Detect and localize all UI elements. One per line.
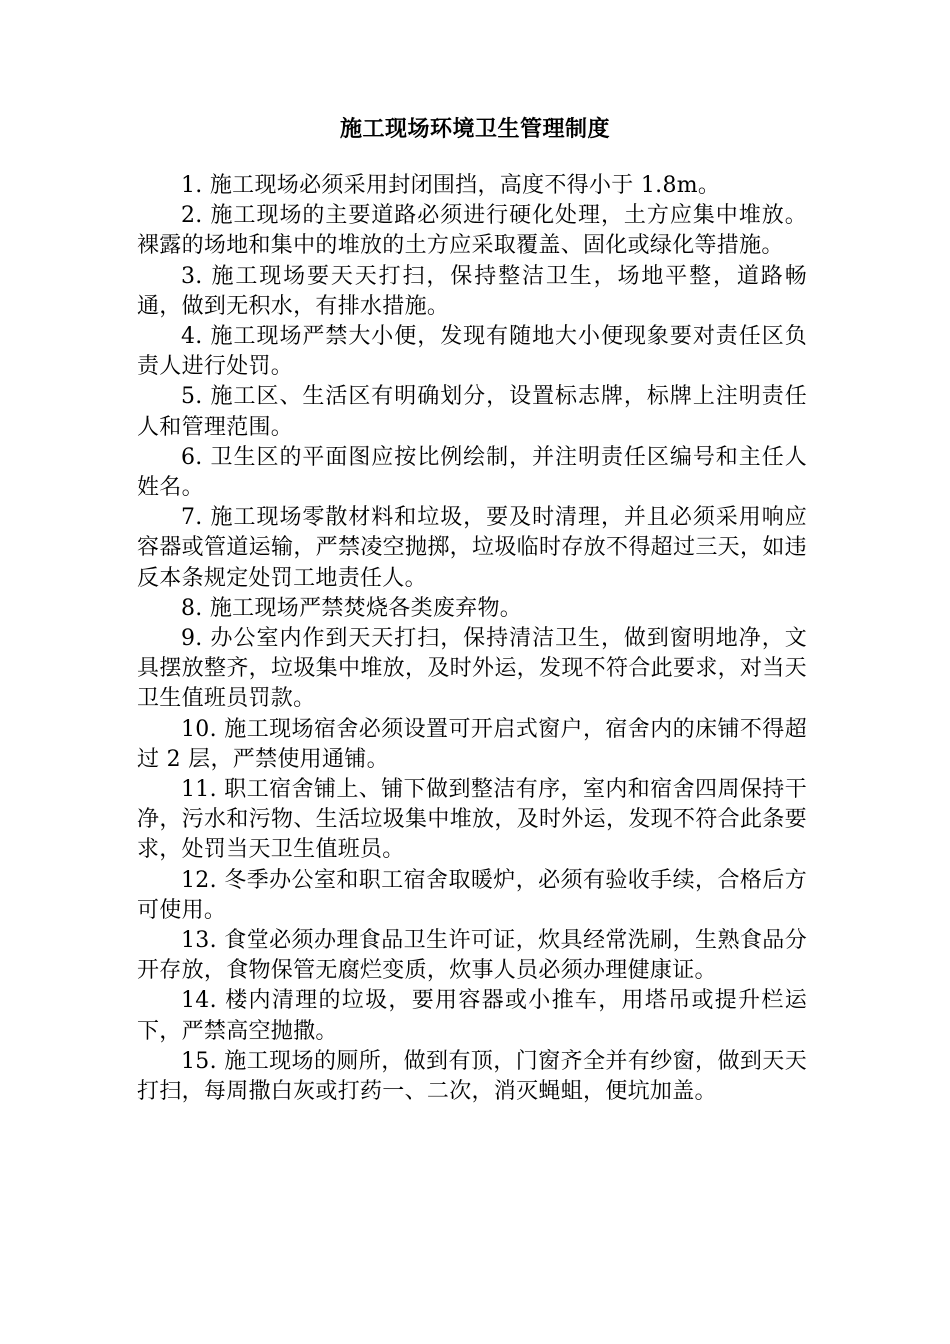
rule-paragraph-11: 11. 职工宿舍铺上、铺下做到整洁有序，室内和宿舍四周保持干净，污水和污物、生活垃圾集中堆放，及时外运，发现不符合此条要求，处罚当天卫生值班员。 [137, 777, 807, 863]
document-title: 施工现场环境卫生管理制度 [339, 116, 610, 142]
rule-paragraph-9: 9. 办公室内作到天天打扫，保持清洁卫生，做到窗明地净，文具摆放整齐，垃圾集中堆放，及时外运，发现不符合此要求，对当天卫生值班员罚款。 [137, 626, 807, 712]
rule-paragraph-6: 6. 卫生区的平面图应按比例绘制，并注明责任区编号和主任人姓名。 [137, 444, 807, 501]
rule-paragraph-4: 4. 施工现场严禁大小便，发现有随地大小便现象要对责任区负责人进行处罚。 [137, 324, 807, 380]
rule-paragraph-5: 5. 施工区、生活区有明确划分，设置标志牌，标牌上注明责任人和管理范围。 [137, 384, 807, 440]
rule-paragraph-13: 13. 食堂必须办理食品卫生许可证，炊具经常洗刷，生熟食品分开存放，食物保管无腐烂变质，炊事人员必须办理健康证。 [137, 928, 807, 984]
rule-paragraph-15: 15. 施工现场的厕所，做到有顶，门窗齐全并有纱窗，做到天天打扫，每周撒白灰或打药一、二次，消灭蝇蛆，便坑加盖。 [137, 1048, 807, 1105]
rule-paragraph-3: 3. 施工现场要天天打扫，保持整洁卫生，场地平整，道路畅通，做到无积水，有排水措施。 [137, 263, 807, 319]
rule-paragraph-14: 14. 楼内清理的垃圾，要用容器或小推车，用塔吊或提升栏运下，严禁高空抛撒。 [137, 988, 807, 1044]
rule-paragraph-8: 8. 施工现场严禁焚烧各类废弃物。 [181, 595, 523, 621]
rule-paragraph-1: 1. 施工现场必须采用封闭围挡，高度不得小于 1.8m。 [181, 173, 721, 198]
rule-paragraph-10: 10. 施工现场宿舍必须设置可开启式窗户，宿舍内的床铺不得超过 2 层，严禁使用通铺。 [137, 716, 807, 772]
document-body [137, 171, 807, 1107]
rule-paragraph-7: 7. 施工现场零散材料和垃圾，要及时清理，并且必须采用响应容器或管道运输，严禁凌空抛掷，垃圾临时存放不得超过三天，如违反本条规定处罚工地责任人。 [137, 505, 807, 591]
rule-paragraph-12: 12. 冬季办公室和职工宿舍取暖炉，必须有验收手续，合格后方可使用。 [137, 867, 807, 923]
rule-paragraph-2: 2. 施工现场的主要道路必须进行硬化处理，土方应集中堆放。裸露的场地和集中的堆放的土方应采取覆盖、固化或绿化等措施。 [137, 203, 807, 259]
